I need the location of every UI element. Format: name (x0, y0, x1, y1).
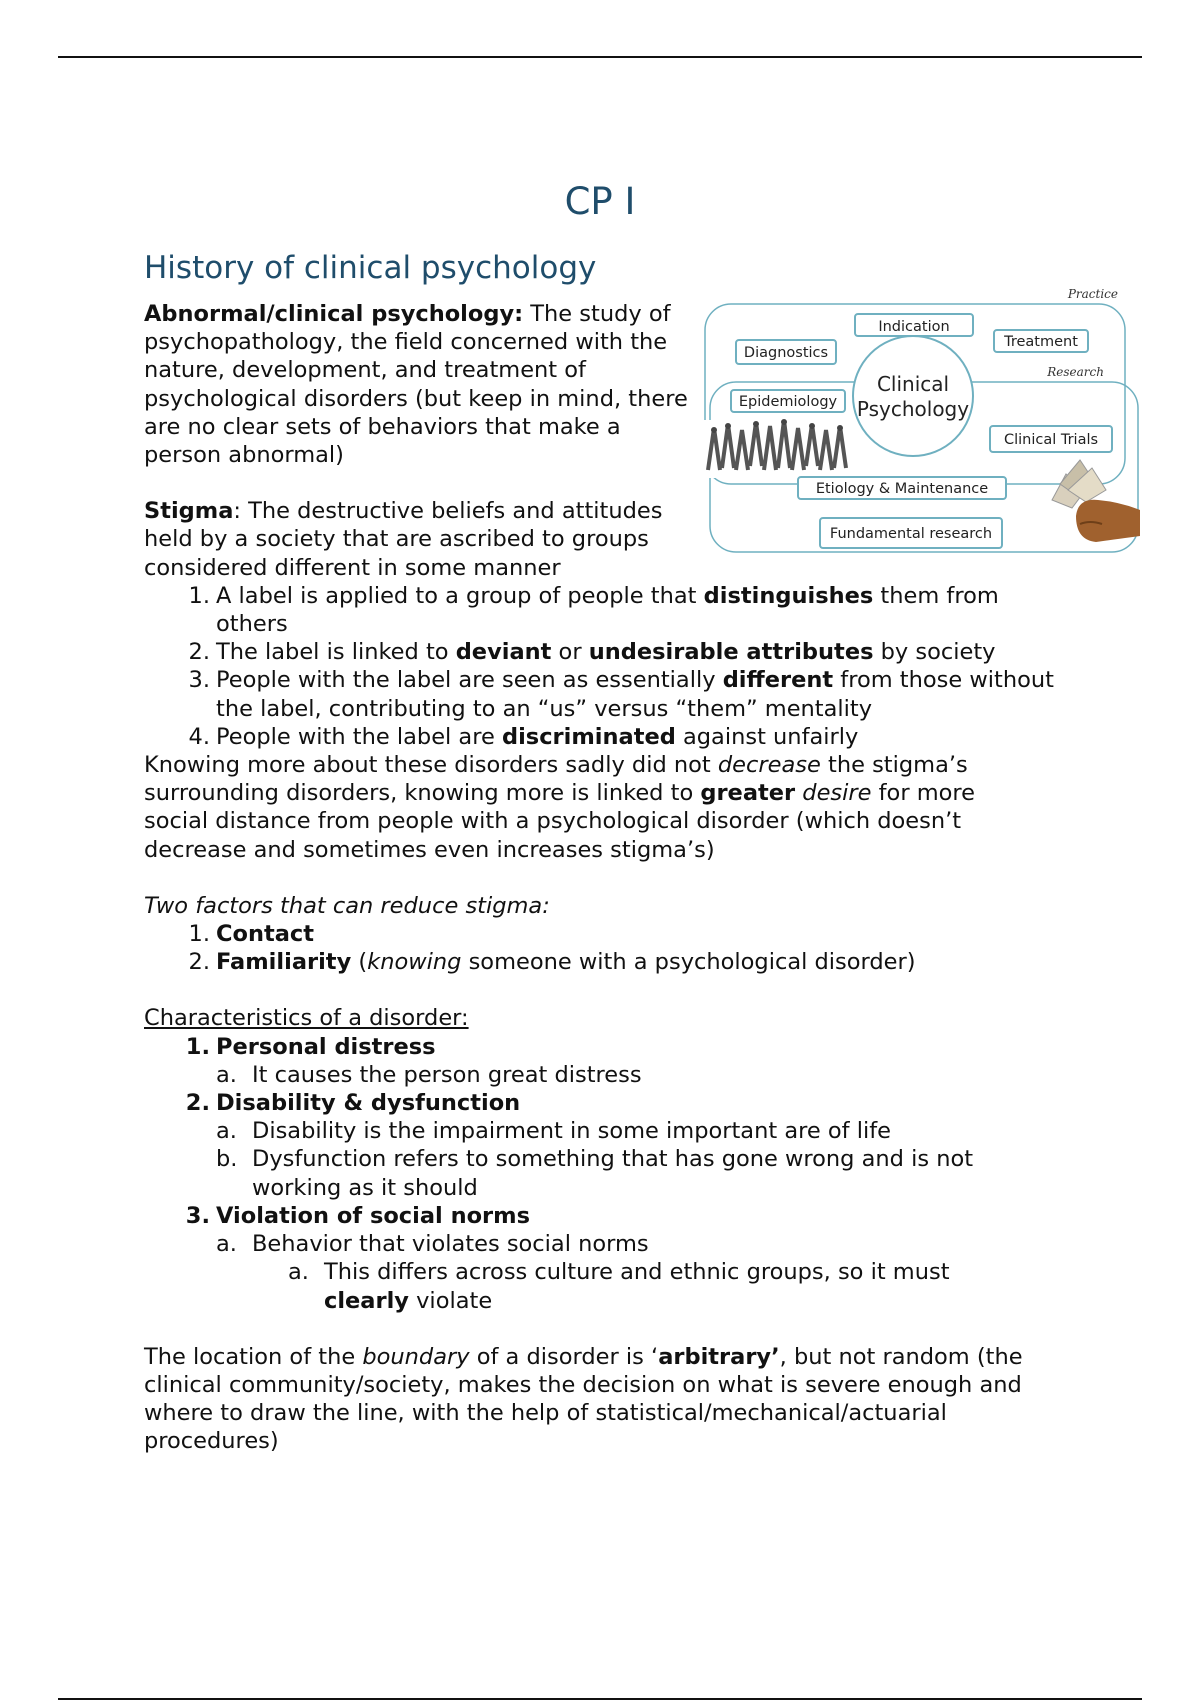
top-rule (58, 56, 1142, 58)
list-subitem: a. Behavior that violates social norms (216, 1231, 649, 1258)
box-clinical-trials: Clinical Trials (1003, 432, 1099, 448)
stigma-list (144, 582, 1064, 751)
bottom-rule (58, 1698, 1142, 1700)
center-label-2: Psychology (856, 397, 970, 421)
stigma-text: : The destructive beliefs and attitudes held by a society that are ascribed to groups considered different in some manner (144, 498, 663, 581)
abnormal-term: Abnormal/clinical psychology: (144, 301, 524, 327)
box-indication: Indication (878, 319, 950, 335)
list-item: 4. People with the label are discriminated against unfairly (188, 723, 859, 750)
section-heading: History of clinical psychology (144, 250, 597, 286)
center-label-1: Clinical (876, 372, 950, 396)
box-fundamental-research: Fundamental research (829, 526, 993, 542)
document-body (144, 300, 1064, 1456)
list-subitem: a. Disability is the impairment in some important are of life (216, 1118, 891, 1145)
stigma-term: Stigma (144, 498, 234, 525)
characteristics-label: Characteristics of a disorder: (144, 1005, 469, 1032)
page-title: CP I (564, 180, 636, 223)
abnormal-definition (144, 300, 704, 469)
practice-label: Practice (1067, 287, 1118, 301)
list-item: 3. People with the label are seen as essentially different from those without the label, contributing to an “us” versus “them” mentality (188, 667, 1054, 722)
abnormal-text: The study of psychopathology, the field concerned with the nature, development, and treatment of psychological disorders (but keep in mind, there are no clear sets of behaviors that make a person abnormal) (144, 301, 688, 469)
stigma-definition (144, 497, 714, 582)
reduce-stigma-label: Two factors that can reduce stigma: (144, 892, 550, 919)
box-diagnostics: Diagnostics (743, 345, 829, 361)
box-epidemiology: Epidemiology (738, 394, 838, 410)
list-item: 2. The label is linked to deviant or undesirable attributes by society (188, 639, 996, 666)
list-subsubitem: a. This differs across culture and ethnic groups, so it must clearly violate (288, 1259, 950, 1314)
box-etiology: Etiology & Maintenance (815, 481, 989, 497)
list-item: 1. Contact (188, 921, 315, 948)
list-item: 1. Personal distress (185, 1033, 436, 1060)
reduce-stigma-list (144, 920, 1064, 976)
list-item: 2. Disability & dysfunction (185, 1090, 521, 1117)
list-item: 1. A label is applied to a group of people that distinguishes them from others (188, 582, 999, 638)
list-item: 3. Violation of social norms (185, 1202, 530, 1229)
list-subitem: a. It causes the person great distress (216, 1061, 642, 1088)
research-label: Research (1047, 365, 1104, 379)
knowing-paragraph: Knowing more about these disorders sadly did not decrease the stigma’s surrounding disorders, knowing more is linked to greater desire for more social distance from people with a psychological disorder (which doesn’t decrease and sometimes even increases stigma’s) (144, 752, 976, 863)
money-hand-icon (1052, 460, 1140, 542)
box-treatment: Treatment (1004, 334, 1078, 350)
boundary-paragraph: The location of the boundary of a disorder is ‘arbitrary’, but not random (the clinical community/society, makes the decision on what is severe enough and where to draw the line, with the help of statistical/mechanical/actuarial procedures) (144, 1343, 1023, 1455)
list-subitem: b. Dysfunction refers to something that has gone wrong and is not working as it should (216, 1146, 974, 1201)
characteristics-list (144, 1033, 1064, 1315)
list-item: 2. Familiarity (knowing someone with a psychological disorder) (188, 949, 916, 976)
